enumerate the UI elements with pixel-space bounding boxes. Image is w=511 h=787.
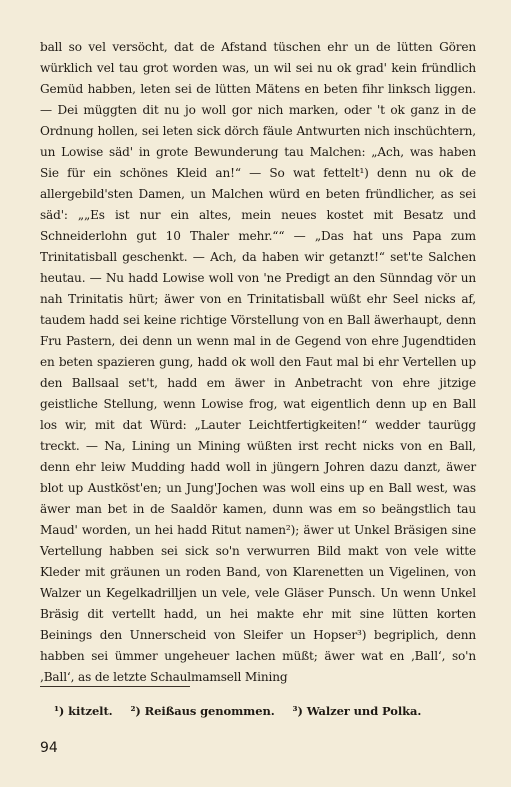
page-number: 94 <box>40 740 58 756</box>
footnote-1: ¹) kitzelt. <box>54 704 113 718</box>
footnote-3: ³) Walzer und Polka. <box>292 704 422 718</box>
footnote-2: ²) Reißaus genommen. <box>130 704 275 718</box>
body-text: ball so vel versöcht, dat de Afstand tüschen ehr un de lütten Gören würklich vel tau grot worden was, un wil sei nu ok grad' kein fründlich Gemüd habben, leten sei de lütten Mätens en beten fihr linksch liggen. — Dei müggten dit nu jo woll gor nich marken, oder 't ok ganz in de Ordnung hollen, sei leten sick dörch fäule Antwurten nich inschüchtern, un Lowise säd' in grote Bewunderung tau Malchen: „Ach, was haben Sie für ein schönes Kleid an!“ — So wat fettelt¹) denn nu ok de allergebild'sten Damen, un Malchen würd en beten fründlicher, as sei säd': „„Es ist nur ein altes, mein neues kostet mit Besatz und Schneiderlohn gut 10 Thaler mehr.““ — „Das hat uns Papa zum Trinitatisball geschenkt. — Ach, da haben wir getanzt!“ set'te Salchen heutau. — Nu hadd Lowise woll von 'ne Predigt an den Sünndag vör un nah Trinitatis hürt; äwer von en Trinitatisball wüßt ehr Seel nicks af, taudem hadd sei keine richtige Vörstellung von en Ball äwerhaupt, denn Fru Pastern, dei denn un wenn mal in de Gegend von ehre Jugendtiden en beten spazieren gung, hadd ok woll den Faut mal bi ehr Vertellen up den Ballsaal set't, hadd em äwer in Anbetracht von ehre jitzige geistliche Stellung, wenn Lowise frog, wat eigentlich denn up en Ball los wir, mit dat Würd: „Lauter Leichtfertigkeiten!“ wedder taurügg treckt. — Na, Lining un Mining wüßten irst recht nicks von en Ball, denn ehr leiw Mudding hadd woll in jüngern Johren dazu danzt, äwer blot up Austköst'en; un Jung'Jochen was woll eins up en Ball west, was äwer man bet in de Saaldör kamen, dunn was em so beängstlich tau Maud' worden, un hei hadd Ritut namen²); äwer ut Unkel Bräsigen sine Vertellung habben sei sick so'n verwurren Bild makt von vele witte Kleder mit gräunen un roden Band, von Klarenetten un Vigelinen, von Walzer un Kegelkadrilljen un vele, vele Gläser Punsch. Un wenn Unkel Bräsig dit vertellt hadd, un hei makte ehr mit sine lütten korten Beinings den Unnerscheid von Sleifer un Hopser³) begriplich, denn habben sei ümmer ungeheuer lachen müßt; äwer wat en ‚Ball‘, so'n ‚Ball‘, as de letzte Schaulmamsell Mining <box>40 40 476 684</box>
footnotes <box>54 704 474 718</box>
footnote-divider <box>40 686 190 687</box>
